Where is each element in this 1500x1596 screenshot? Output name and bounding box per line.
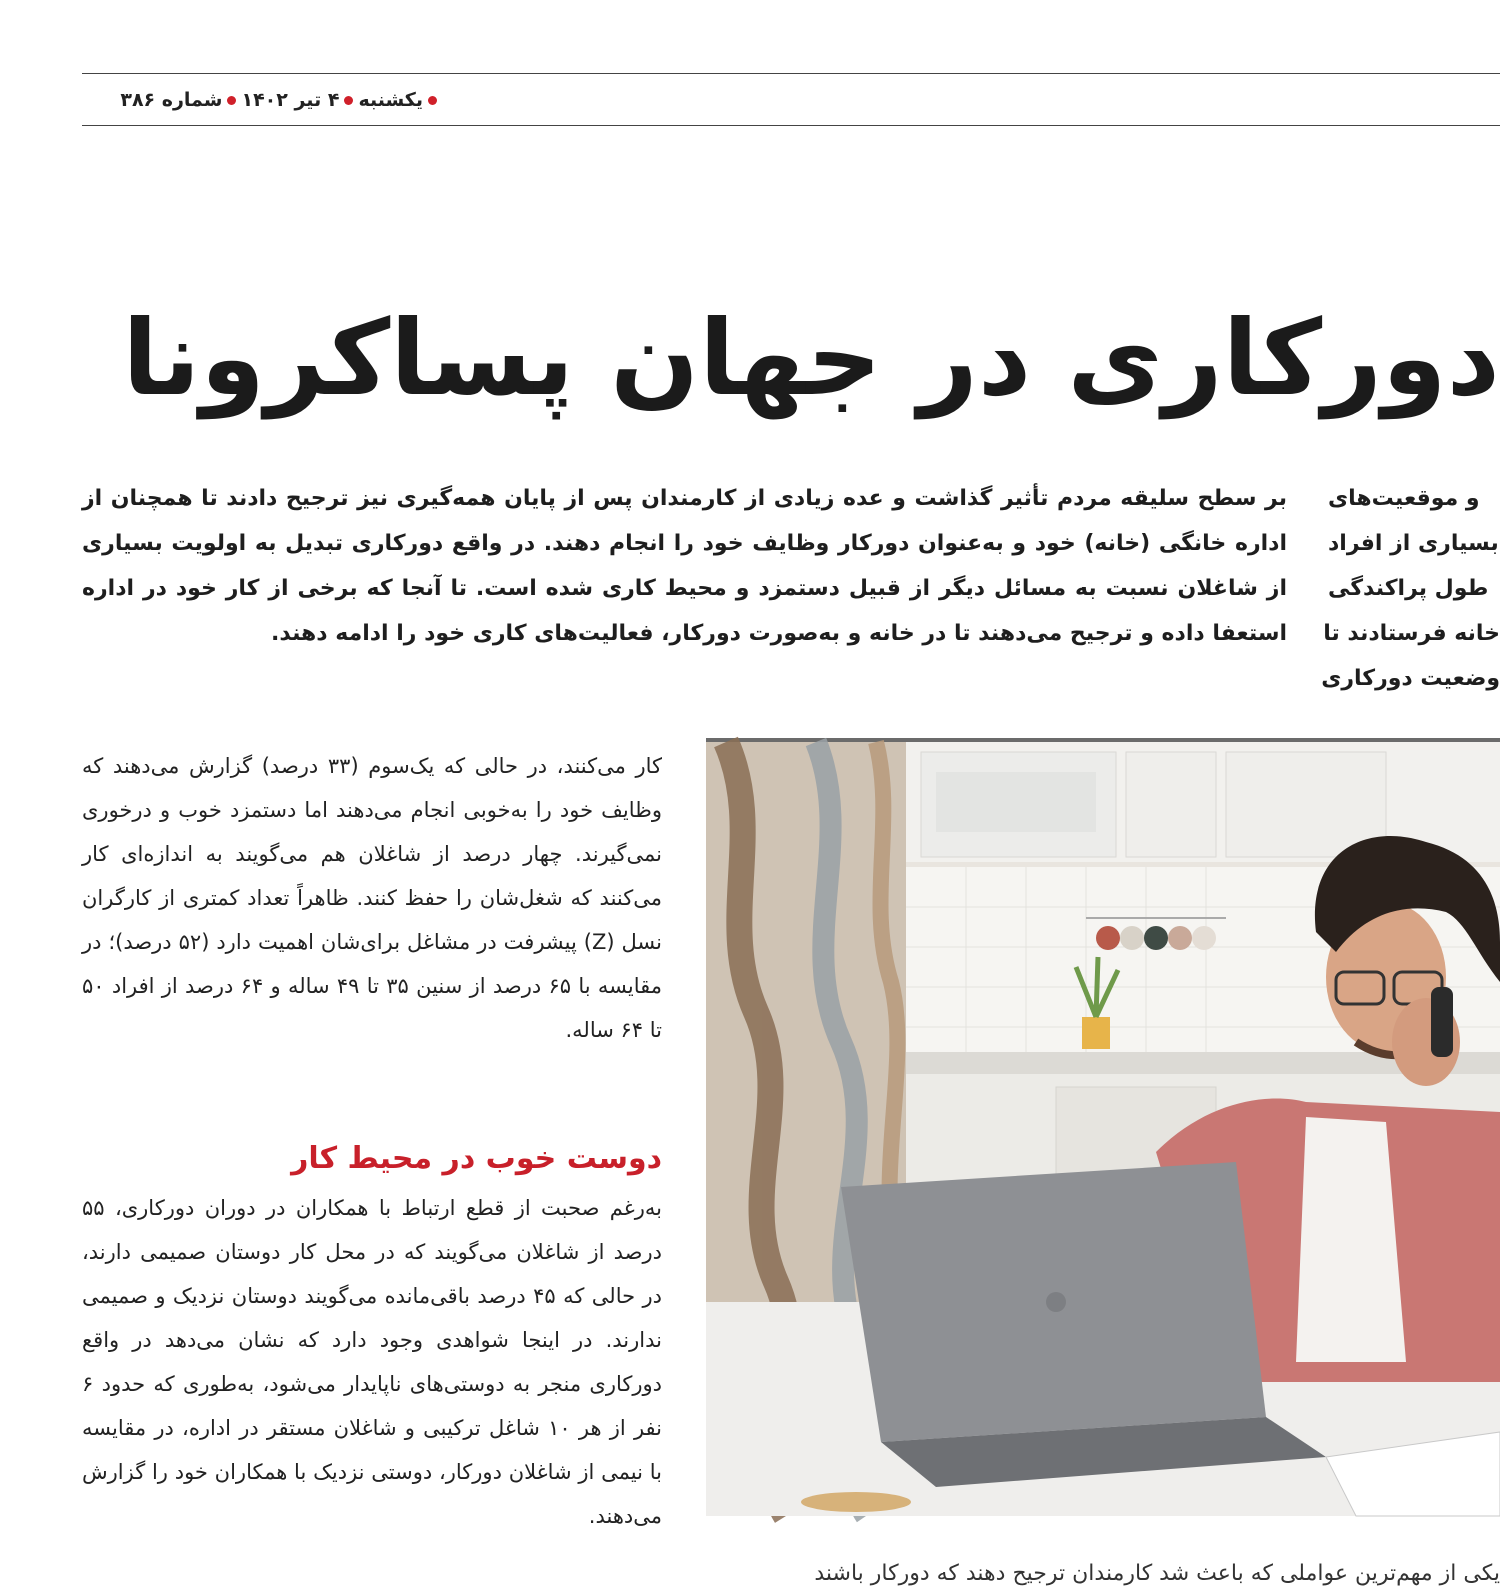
folio-weekday: یکشنبه: [358, 89, 423, 111]
bullet-icon: [344, 96, 353, 105]
bottom-text-fragment: یکی از مهم‌ترین عواملی که باعث شد کارمندان ترجیح دهند که دورکار باشند: [814, 1561, 1500, 1586]
folio-issue: شماره ۳۸۶: [120, 89, 223, 111]
side-line: وضعیت دورکاری: [1321, 666, 1500, 691]
photo-man-with-laptop: [706, 742, 1500, 1516]
bullet-icon: [227, 96, 236, 105]
folio-bottom-rule: [82, 125, 1500, 126]
side-column: [1321, 476, 1500, 701]
section-subhead: دوست خوب در محیط کار: [291, 1141, 662, 1176]
side-line: طول پراکندگی: [1328, 576, 1489, 601]
side-line: و موقعیت‌های: [1328, 486, 1480, 511]
folio-date: ۴ تیر ۱۴۰۲: [241, 89, 340, 111]
article-photo: [706, 738, 1500, 1512]
side-line: بسیاری از افراد: [1328, 531, 1499, 556]
top-rule: [82, 73, 1500, 74]
folio: [82, 82, 442, 118]
headline: دورکاری در جهان پساکرونا: [122, 297, 1500, 419]
body-paragraph-2: به‌رغم صحبت از قطع ارتباط با همکاران در دوران دورکاری، ۵۵ درصد از شاغلان می‌گویند که در محل کار دوستان صمیمی دارند، در حالی که ۴۵ درصد باقی‌مانده می‌گویند دوستان نزدیک و صمیمی ندارند. در اینجا شواهدی وجود دارد که نشان می‌دهد در واقع دورکاری منجر به دوستی‌های ناپایدار می‌شود، به‌طوری که حدود ۶ نفر از هر ۱۰ شاغل ترکیبی و شاغلان مستقر در اداره، در مقایسه با نیمی از شاغلان دورکار، دوستی نزدیک با همکاران خود را گزارش می‌دهند.: [82, 1196, 663, 1528]
side-line: خانه فرستادند تا: [1323, 621, 1500, 646]
lead-paragraph: بر سطح سلیقه مردم تأثیر گذاشت و عده زیادی از کارمندان پس از پایان همه‌گیری نیز ترجیح دادند تا همچنان از اداره خانگی (خانه) خود و به‌عنوان دورکار وظایف خود را انجام دهند. در واقع دورکاری تبدیل به اولویت بسیاری از شاغلان نسبت به مسائل دیگر از قبیل دستمزد و محیط کاری شده است. تا آنجا که برخی از کار خود در اداره استعفا داده و ترجیح می‌دهند تا در خانه و به‌صورت دورکار، فعالیت‌های کاری خود را ادامه دهند.: [82, 486, 1287, 646]
bullet-icon: [428, 96, 437, 105]
body-paragraph-1: کار می‌کنند، در حالی که یک‌سوم (۳۳ درصد) گزارش می‌دهند که وظایف خود را به‌خوبی انجام می‌دهند اما دستمزد خوب و درخوری نمی‌گیرند. چهار درصد از شاغلان هم می‌گویند به اندازه‌ای کار می‌کنند که شغل‌شان را حفظ کنند. ظاهراً تعداد کمتری از کارگران نسل (Z) پیشرفت در مشاغل برای‌شان اهمیت دارد (۵۲ درصد)؛ در مقایسه با ۶۵ درصد از سنین ۳۵ تا ۴۹ ساله و ۶۴ درصد از افراد ۵۰ تا ۶۴ ساله.: [82, 754, 663, 1042]
